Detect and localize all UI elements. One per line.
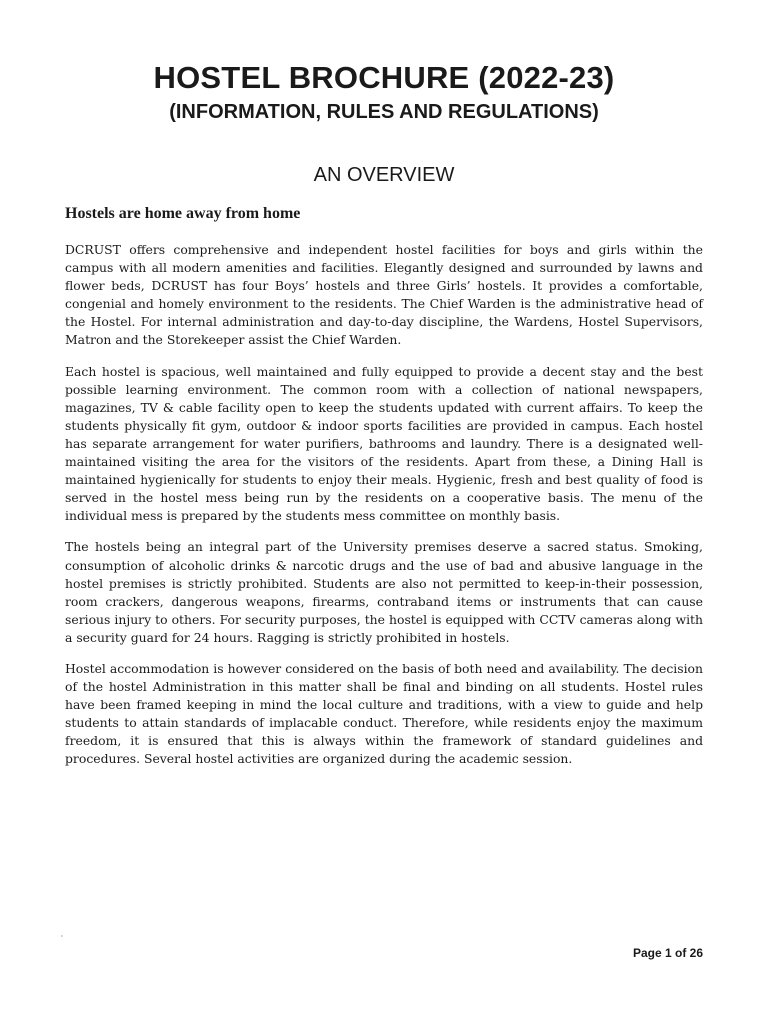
intro-heading: Hostels are home away from home — [65, 205, 301, 222]
body-text — [65, 241, 703, 782]
document-title: HOSTEL BROCHURE (2022-23) — [153, 60, 615, 95]
page-number: Page 1 of 26 — [632, 946, 703, 960]
paragraph-2: Each hostel is spacious, well maintained and fully equipped to provide a decent stay and the best possible learning environment. The common room with a collection of national newspapers, magazines, TV & cable facility open to keep the students updated with current affairs. To keep the students physically fit gym, outdoor & indoor sports facilities are provided in campus. Each hostel has separate arrangement for water purifiers, bathrooms and laundry. There is a designated well-maintained visiting the area for the visitors of the residents. Apart from these, a Dining Hall is maintained hygienically for students to enjoy their meals. Hygienic, fresh and best quality of food is served in the hostel mess being run by the residents on a cooperative basis. The menu of the individual mess is prepared by the students mess committee on monthly basis. — [65, 363, 703, 524]
section-heading: AN OVERVIEW — [313, 164, 455, 186]
paragraph-4: Hostel accommodation is however considered on the basis of both need and availability. The decision of the hostel Administration in this matter shall be final and binding on all students. Hostel rules have been framed keeping in mind the local culture and traditions, with a view to guide and help students to attain standards of implacable conduct. Therefore, while residents enjoy the maximum freedom, it is ensured that this is always within the framework of standard guidelines and procedures. Several hostel activities are organized during the academic session. — [65, 660, 703, 767]
document-subtitle: (INFORMATION, RULES AND REGULATIONS) — [169, 101, 599, 123]
stray-mark — [61, 935, 63, 937]
paragraph-1: DCRUST offers comprehensive and independent hostel facilities for boys and girls within the campus with all modern amenities and facilities. Elegantly designed and surrounded by lawns and flower beds, DCRUST has four Boys’ hostels and three Girls’ hostels. It provides a comfortable, congenial and homely environment to the residents. The Chief Warden is the administrative head of the Hostel. For internal administration and day-to-day discipline, the Wardens, Hostel Supervisors, Matron and the Storekeeper assist the Chief Warden. — [65, 242, 703, 348]
paragraph-3: The hostels being an integral part of the University premises deserve a sacred status. Smoking, consumption of alcoholic drinks & narcotic drugs and the use of bad and abusive language in the hostel premises is strictly prohibited. Students are also not permitted to keep-in-their possession, room crackers, dangerous weapons, firearms, contraband items or instruments that can cause serious injury to others. For security purposes, the hostel is equipped with CCTV cameras along with a security guard for 24 hours. Ragging is strictly prohibited in hostels. — [65, 539, 703, 645]
